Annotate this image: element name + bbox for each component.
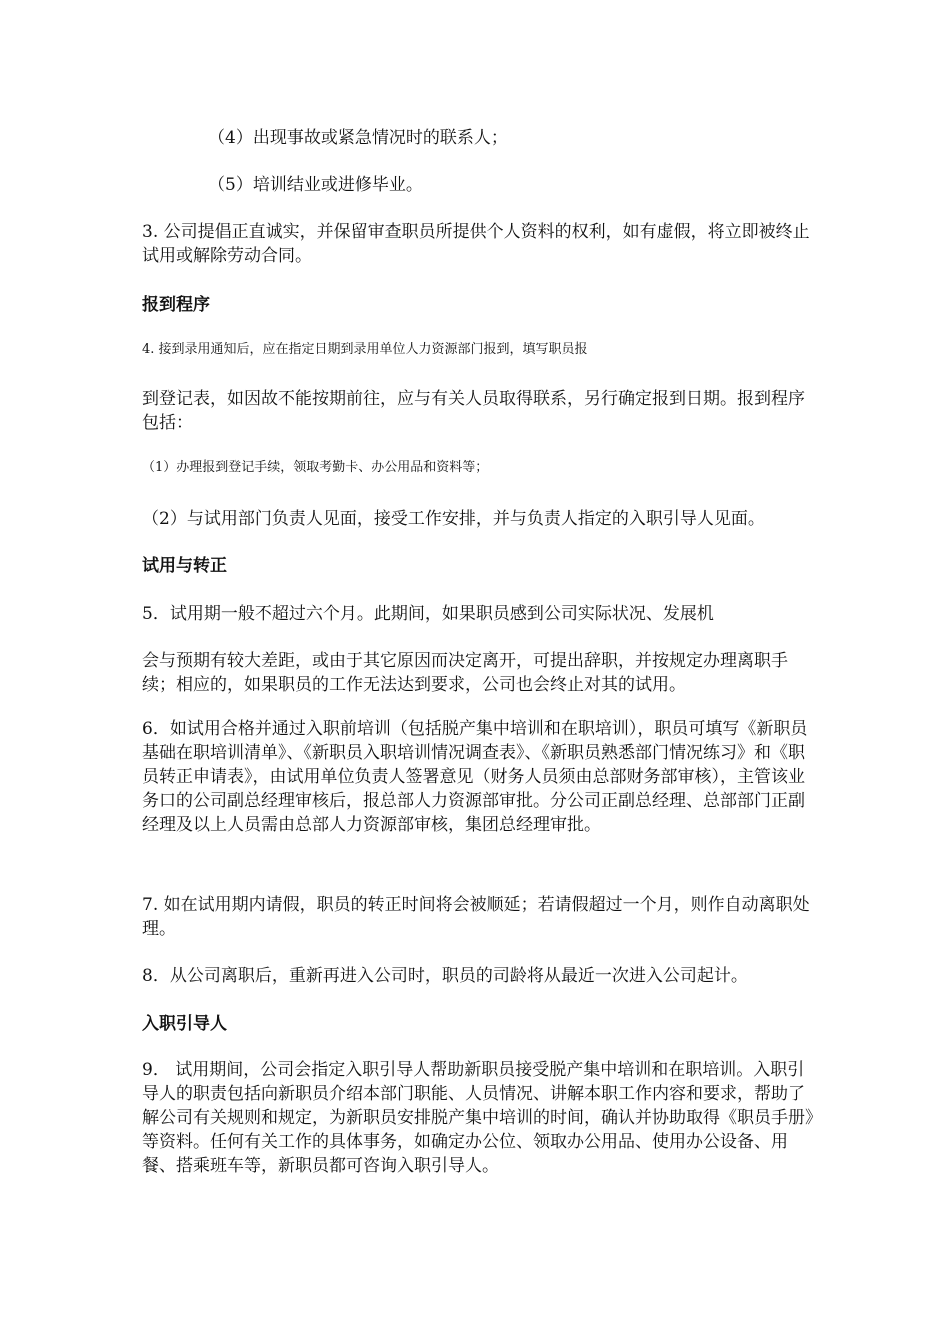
paragraph-9: 9． 试用期间，公司会指定入职引导人帮助新职员接受脱产集中培训和在职培训。入职引导人的职责包括向新职员介绍本部门职能、人员情况、讲解本职工作内容和要求，帮助了解公司有关规则和规定，为新职员安排脱产集中培训的时间，确认并协助取得《职员手册》等资料。任何有关工作的具体事务，如确定办公位、领取办公用品、使用办公设备、用餐、搭乘班车等，新职员都可咨询入职引导人。 xyxy=(142,1060,814,1176)
paragraph-5-continued: 会与预期有较大差距，或由于其它原因而决定离开，可提出辞职，并按规定办理离职手续；相应的，如果职员的工作无法达到要求，公司也会终止对其的试用。 xyxy=(142,651,788,695)
paragraph-4-line1: 4. 接到录用通知后，应在指定日期到录用单位人力资源部门报到，填写职员报 xyxy=(142,342,588,357)
list-item-report-2: （2）与试用部门负责人见面，接受工作安排，并与负责人指定的入职引导人见面。 xyxy=(142,509,765,529)
paragraph-8: 8．从公司离职后，重新再进入公司时，职员的司龄将从最近一次进入公司起计。 xyxy=(142,966,748,986)
list-item-5: （5）培训结业或进修毕业。 xyxy=(208,175,423,195)
paragraph-5-line1: 5．试用期一般不超过六个月。此期间，如果职员感到公司实际状况、发展机 xyxy=(142,604,714,624)
paragraph-7: 7. 如在试用期内请假，职员的转正时间将会被顺延；若请假超过一个月，则作自动离职处理。 xyxy=(142,895,810,939)
heading-report-procedure: 报到程序 xyxy=(142,295,210,315)
list-item-4: （4）出现事故或紧急情况时的联系人； xyxy=(208,128,508,148)
heading-onboarding-guide: 入职引导人 xyxy=(142,1014,227,1034)
paragraph-6: 6．如试用合格并通过入职前培训（包括脱产集中培训和在职培训），职员可填写《新职员基础在职培训清单》、《新职员入职培训情况调查表》、《新职员熟悉部门情况练习》和《职员转正申请表》，由试用单位负责人签署意见（财务人员须由总部财务部审核），主管该业务口的公司副总经理审核后，报总部人力资源部审批。分公司正副总经理、总部部门正副经理及以上人员需由总部人力资源部审核，集团总经理审批。 xyxy=(142,719,808,835)
paragraph-4-continued: 到登记表，如因故不能按期前往，应与有关人员取得联系，另行确定报到日期。报到程序包括： xyxy=(142,389,805,433)
list-item-report-1: （1）办理报到登记手续，领取考勤卡、办公用品和资料等； xyxy=(142,460,489,475)
heading-probation: 试用与转正 xyxy=(142,556,227,576)
paragraph-3: 3. 公司提倡正直诚实，并保留审查职员所提供个人资料的权利，如有虚假，将立即被终止试用或解除劳动合同。 xyxy=(142,222,810,266)
